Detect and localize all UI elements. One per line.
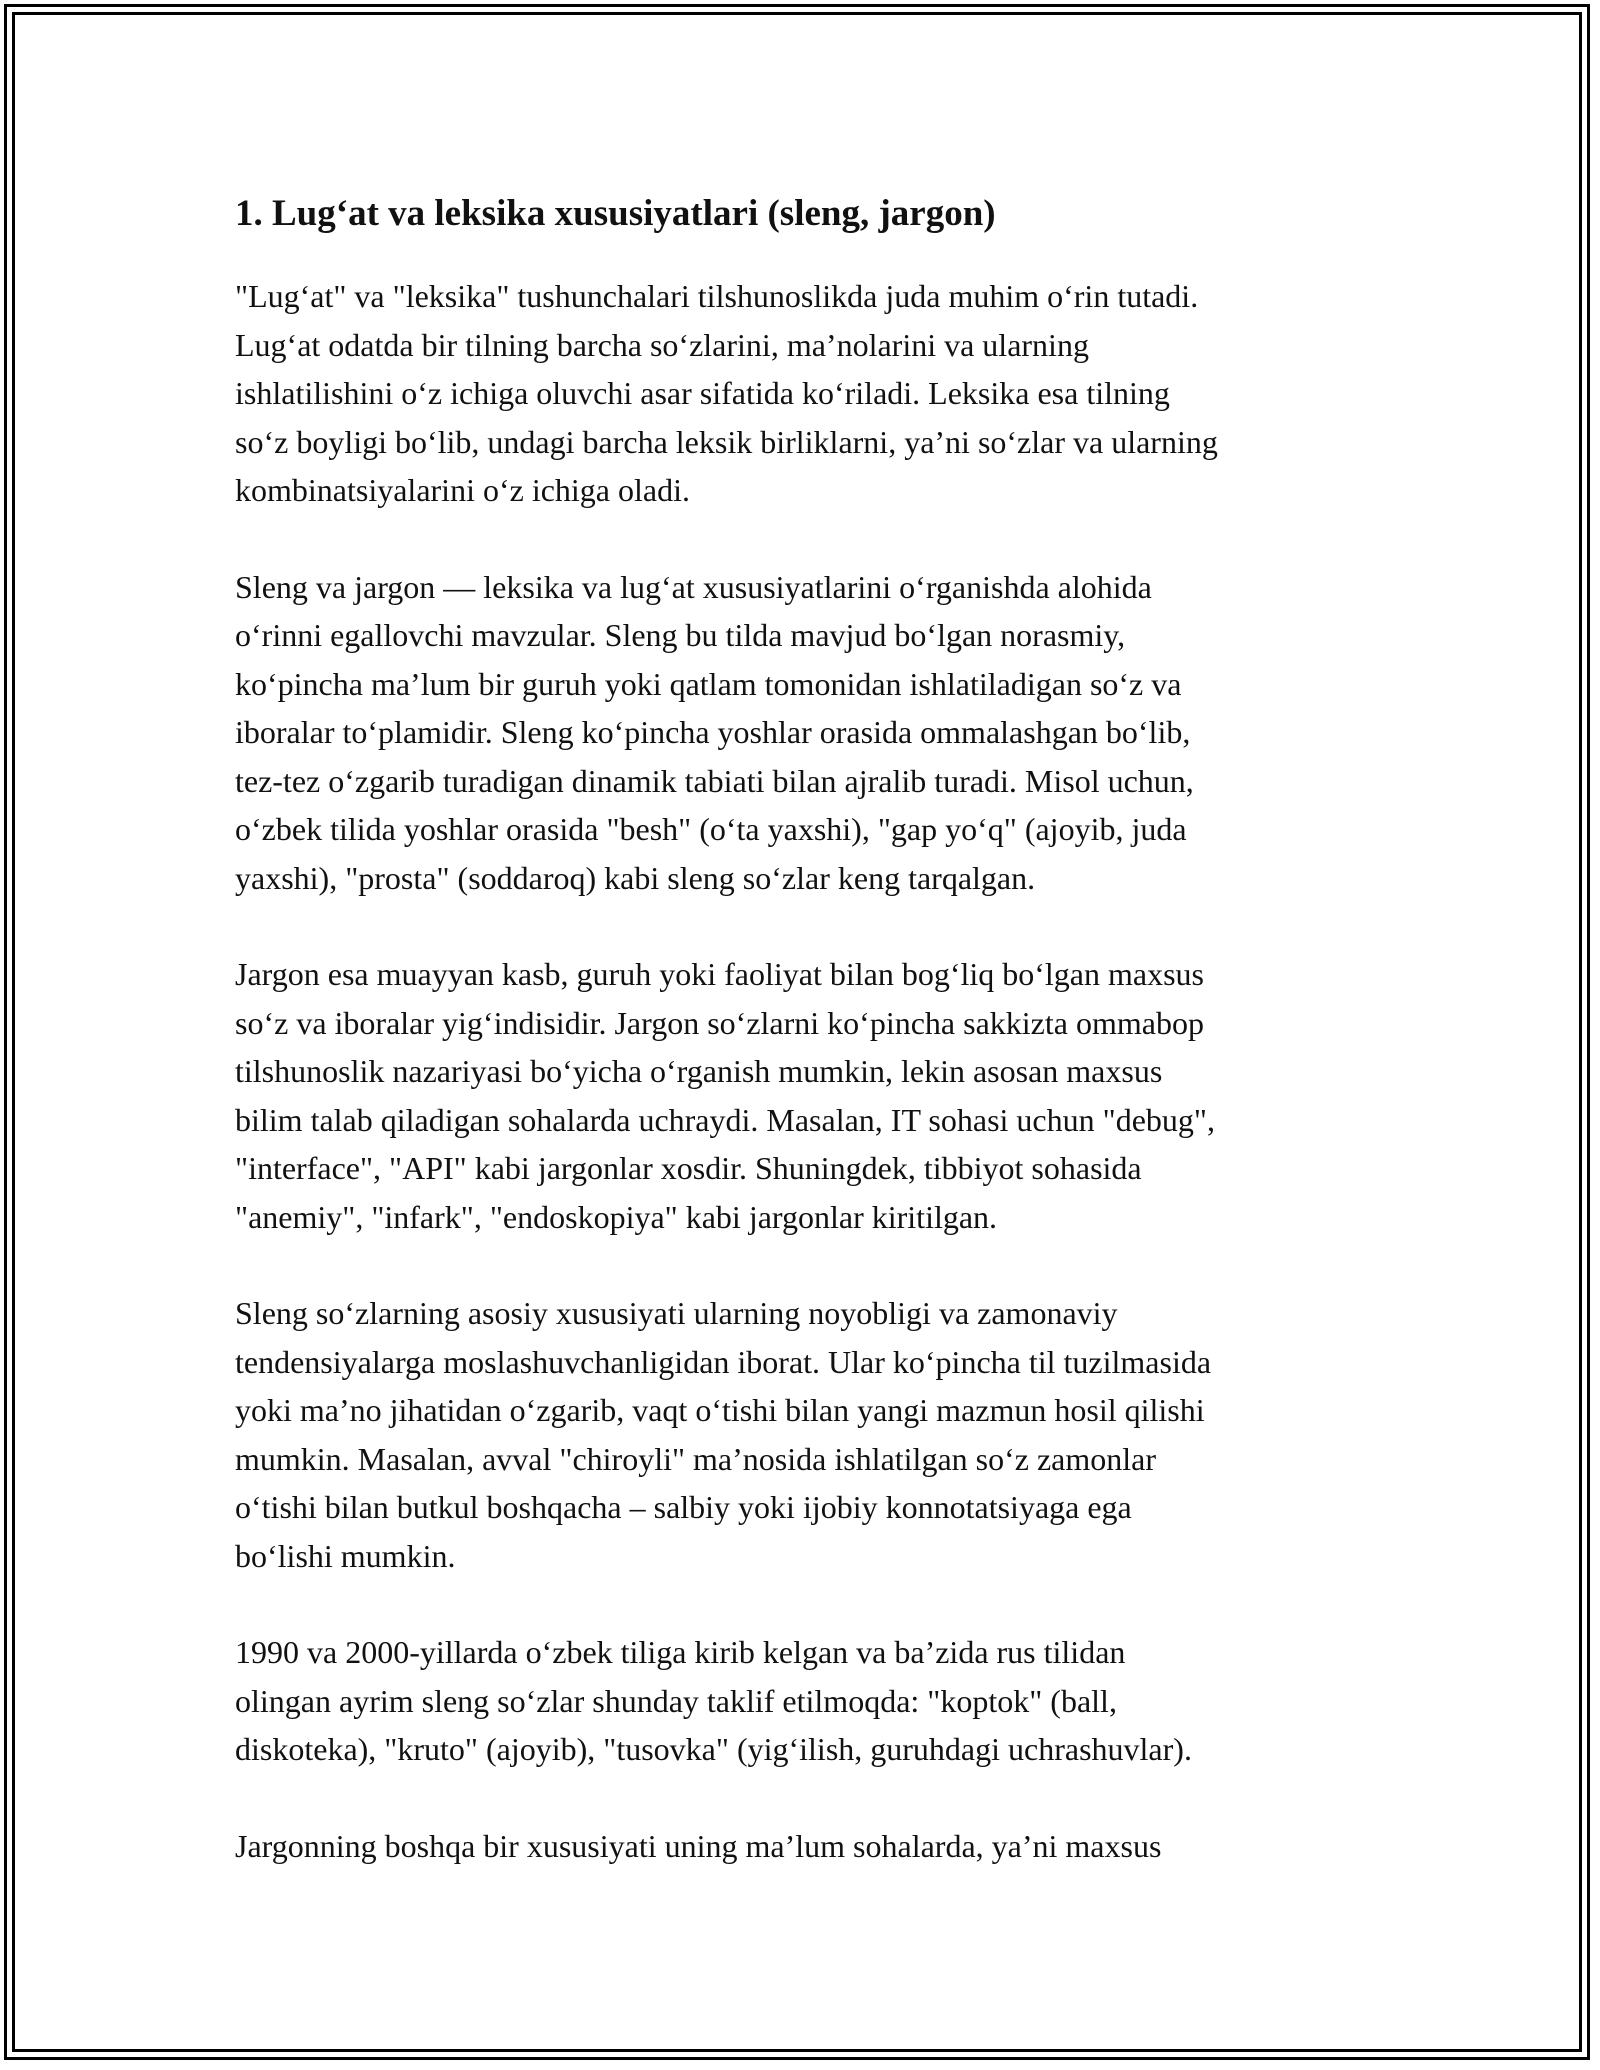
text-line: so‘z va iboralar yig‘indisidir. Jargon so‘zlarni ko‘pincha sakkizta ommabop xyxy=(235,1004,1204,1041)
paragraph-sleng-jargon xyxy=(235,563,1365,903)
text-line: o‘rinni egallovchi mavzular. Sleng bu tilda mavjud bo‘lgan norasmiy, xyxy=(235,617,1126,653)
text-line: tendensiyalarga moslashuvchanligidan iborat. Ular ko‘pincha til tuzilmasida xyxy=(235,1343,1212,1380)
paragraph-jargonning-xususiyati xyxy=(235,1822,1365,1871)
text-line: o‘zbek tilida yoshlar orasida "besh" (o‘ta yaxshi), "gap yo‘q" (ajoyib, juda xyxy=(235,811,1187,847)
document-body xyxy=(235,190,1365,1918)
text-line: Sleng va jargon — leksika va lug‘at xususiyatlarini o‘rganishda alohida xyxy=(235,568,1152,605)
text-line: "Lug‘at" va "leksika" tushunchalari tilshunoslikda juda muhim o‘rin tutadi. xyxy=(235,278,1199,314)
text-line: bo‘lishi mumkin. xyxy=(235,1537,456,1574)
text-line: Jargonning boshqa bir xususiyati uning ma’lum sohalarda, ya’ni maxsus xyxy=(235,1827,1162,1864)
paragraph-sleng-xususiyati xyxy=(235,1289,1365,1580)
text-line: olingan ayrim sleng so‘zlar shunday taklif etilmoqda: "koptok" (ball, xyxy=(235,1682,1117,1719)
text-line: "interface", "API" kabi jargonlar xosdir. Shuningdek, tibbiyot sohasida xyxy=(235,1150,1142,1186)
text-line: yoki ma’no jihatidan o‘zgarib, vaqt o‘tishi bilan yangi mazmun hosil qilishi xyxy=(235,1392,1205,1428)
text-line: tilshunoslik nazariyasi bo‘yicha o‘rganish mumkin, lekin asosan maxsus xyxy=(235,1053,1163,1089)
text-line: Lug‘at odatda bir tilning barcha so‘zlarini, ma’nolarini va ularning xyxy=(235,326,1089,363)
text-line: mumkin. Masalan, avval "chiroyli" ma’nosida ishlatilgan so‘z zamonlar xyxy=(235,1440,1156,1477)
text-line: Jargon esa muayyan kasb, guruh yoki faoliyat bilan bog‘liq bo‘lgan maxsus xyxy=(235,956,1204,992)
text-line: tez-tez o‘zgarib turadigan dinamik tabiati bilan ajralib turadi. Misol uchun, xyxy=(235,762,1194,799)
paragraph-jargon xyxy=(235,950,1365,1241)
text-line: ishlatilishini o‘z ichiga oluvchi asar sifatida ko‘riladi. Leksika esa tilning xyxy=(235,375,1170,411)
text-line: so‘z boyligi bo‘lib, undagi barcha leksik birliklarni, ya’ni so‘zlar va ularning xyxy=(235,423,1218,460)
paragraph-1990-2000 xyxy=(235,1628,1365,1774)
text-line: o‘tishi bilan butkul boshqacha – salbiy yoki ijobiy konnotatsiyaga ega xyxy=(235,1489,1132,1525)
paragraph-lugat-leksika xyxy=(235,272,1365,515)
text-line: Sleng so‘zlarning asosiy xususiyati ularning noyobligi va zamonaviy xyxy=(235,1295,1118,1331)
text-line: ko‘pincha ma’lum bir guruh yoki qatlam tomonidan ishlatiladigan so‘z va xyxy=(235,665,1182,702)
text-line: kombinatsiyalarini o‘z ichiga oladi. xyxy=(235,472,690,508)
text-line: iboralar to‘plamidir. Sleng ko‘pincha yoshlar orasida ommalashgan bo‘lib, xyxy=(235,714,1191,750)
text-line: 1990 va 2000-yillarda o‘zbek tiliga kirib kelgan va ba’zida rus tilidan xyxy=(235,1634,1126,1670)
text-line: bilim talab qiladigan sohalarda uchraydi. Masalan, IT sohasi uchun "debug", xyxy=(235,1101,1215,1138)
text-line: "anemiy", "infark", "endoskopiya" kabi jargonlar kiritilgan. xyxy=(235,1198,998,1235)
text-line: diskoteka), "kruto" (ajoyib), "tusovka" (yig‘ilish, guruhdagi uchrashuvlar). xyxy=(235,1731,1192,1767)
section-heading: 1. Lug‘at va leksika xususiyatlari (sleng, jargon) xyxy=(235,193,996,234)
text-line: yaxshi), "prosta" (soddaroq) kabi sleng so‘zlar keng tarqalgan. xyxy=(235,859,1036,896)
